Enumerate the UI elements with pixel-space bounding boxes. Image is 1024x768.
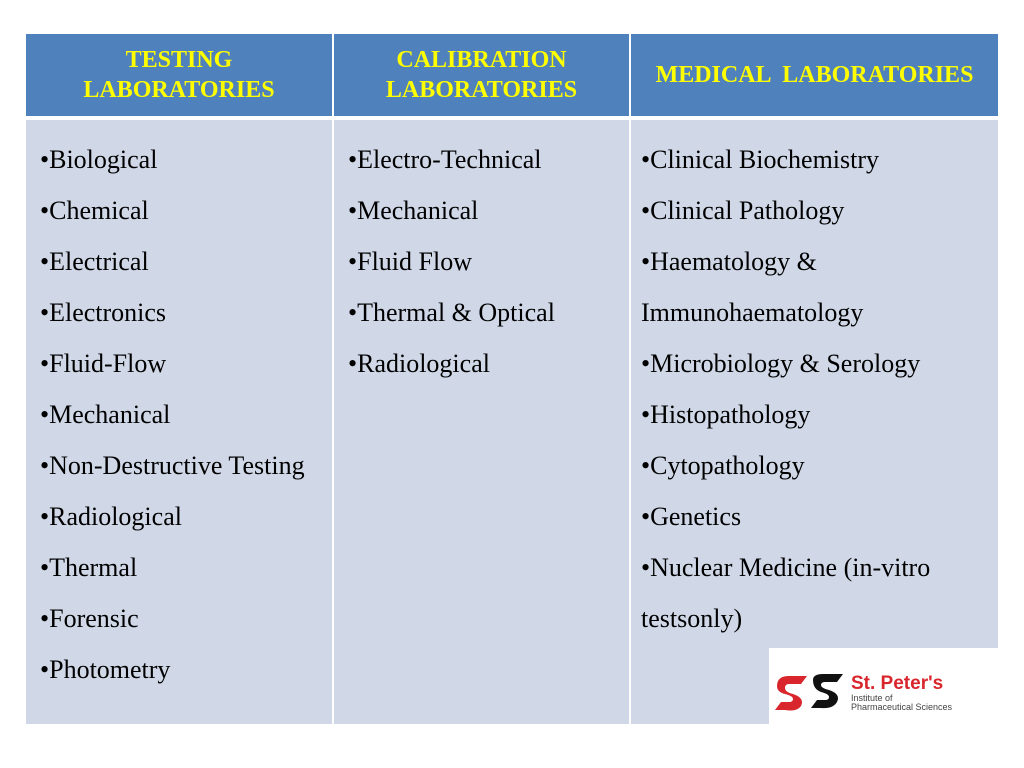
list-item: •Radiological: [348, 349, 490, 378]
testing-column: [26, 118, 333, 724]
list-item: •Mechanical: [348, 196, 479, 225]
logo-subtitle-line: Pharmaceutical Sciences: [851, 702, 953, 712]
header-line: CALIBRATION: [396, 47, 567, 73]
logo-emblem-icon: [773, 672, 847, 712]
list-item: •Biological: [40, 145, 158, 174]
list-item: •Genetics: [641, 502, 742, 531]
list-item: •Forensic: [40, 604, 139, 633]
list-item: •Photometry: [40, 655, 171, 684]
laboratories-table: [26, 34, 998, 724]
list-item: •Histopathology: [641, 400, 811, 429]
list-item: •Thermal: [40, 553, 138, 582]
calibration-list: [348, 134, 629, 389]
logo-subtitle-line: Institute of: [851, 693, 893, 703]
header-line: TESTING: [125, 47, 233, 73]
header-calibration-laboratories: [333, 34, 630, 118]
header-testing-laboratories: [26, 34, 333, 118]
medical-column: [630, 118, 998, 724]
list-item: •Fluid Flow: [348, 247, 472, 276]
list-item: •Electrical: [40, 247, 149, 276]
list-item: •Electro-Technical: [348, 145, 542, 174]
list-item: •Clinical Pathology: [641, 196, 845, 225]
list-item: •Haematology &: [641, 247, 817, 276]
list-item: testsonly): [641, 604, 743, 633]
list-item: •Mechanical: [40, 400, 171, 429]
list-item: •Chemical: [40, 196, 149, 225]
calibration-column: [333, 118, 630, 724]
institute-logo: [769, 648, 999, 724]
medical-list: [641, 134, 998, 644]
logo-name: St. Peter's: [851, 673, 944, 694]
list-item: •Cytopathology: [641, 451, 805, 480]
header-line: LABORATORIES: [83, 77, 275, 103]
list-item: Immunohaematology: [641, 298, 864, 327]
list-item: •Electronics: [40, 298, 167, 327]
body-row: [26, 118, 998, 724]
testing-list: [40, 134, 332, 695]
list-item: •Nuclear Medicine (in-vitro: [641, 553, 931, 582]
header-medical-laboratories: [630, 34, 998, 118]
list-item: •Radiological: [40, 502, 182, 531]
list-item: •Fluid-Flow: [40, 349, 167, 378]
header-line: LABORATORIES: [385, 77, 578, 103]
list-item: •Non-Destructive Testing: [40, 451, 305, 480]
list-item: •Microbiology & Serology: [641, 349, 921, 378]
logo-subtitle: [851, 694, 952, 712]
header-line: MEDICAL LABORATORIES: [655, 62, 974, 88]
list-item: •Clinical Biochemistry: [641, 145, 880, 174]
header-row: [26, 34, 998, 118]
list-item: •Thermal & Optical: [348, 298, 555, 327]
